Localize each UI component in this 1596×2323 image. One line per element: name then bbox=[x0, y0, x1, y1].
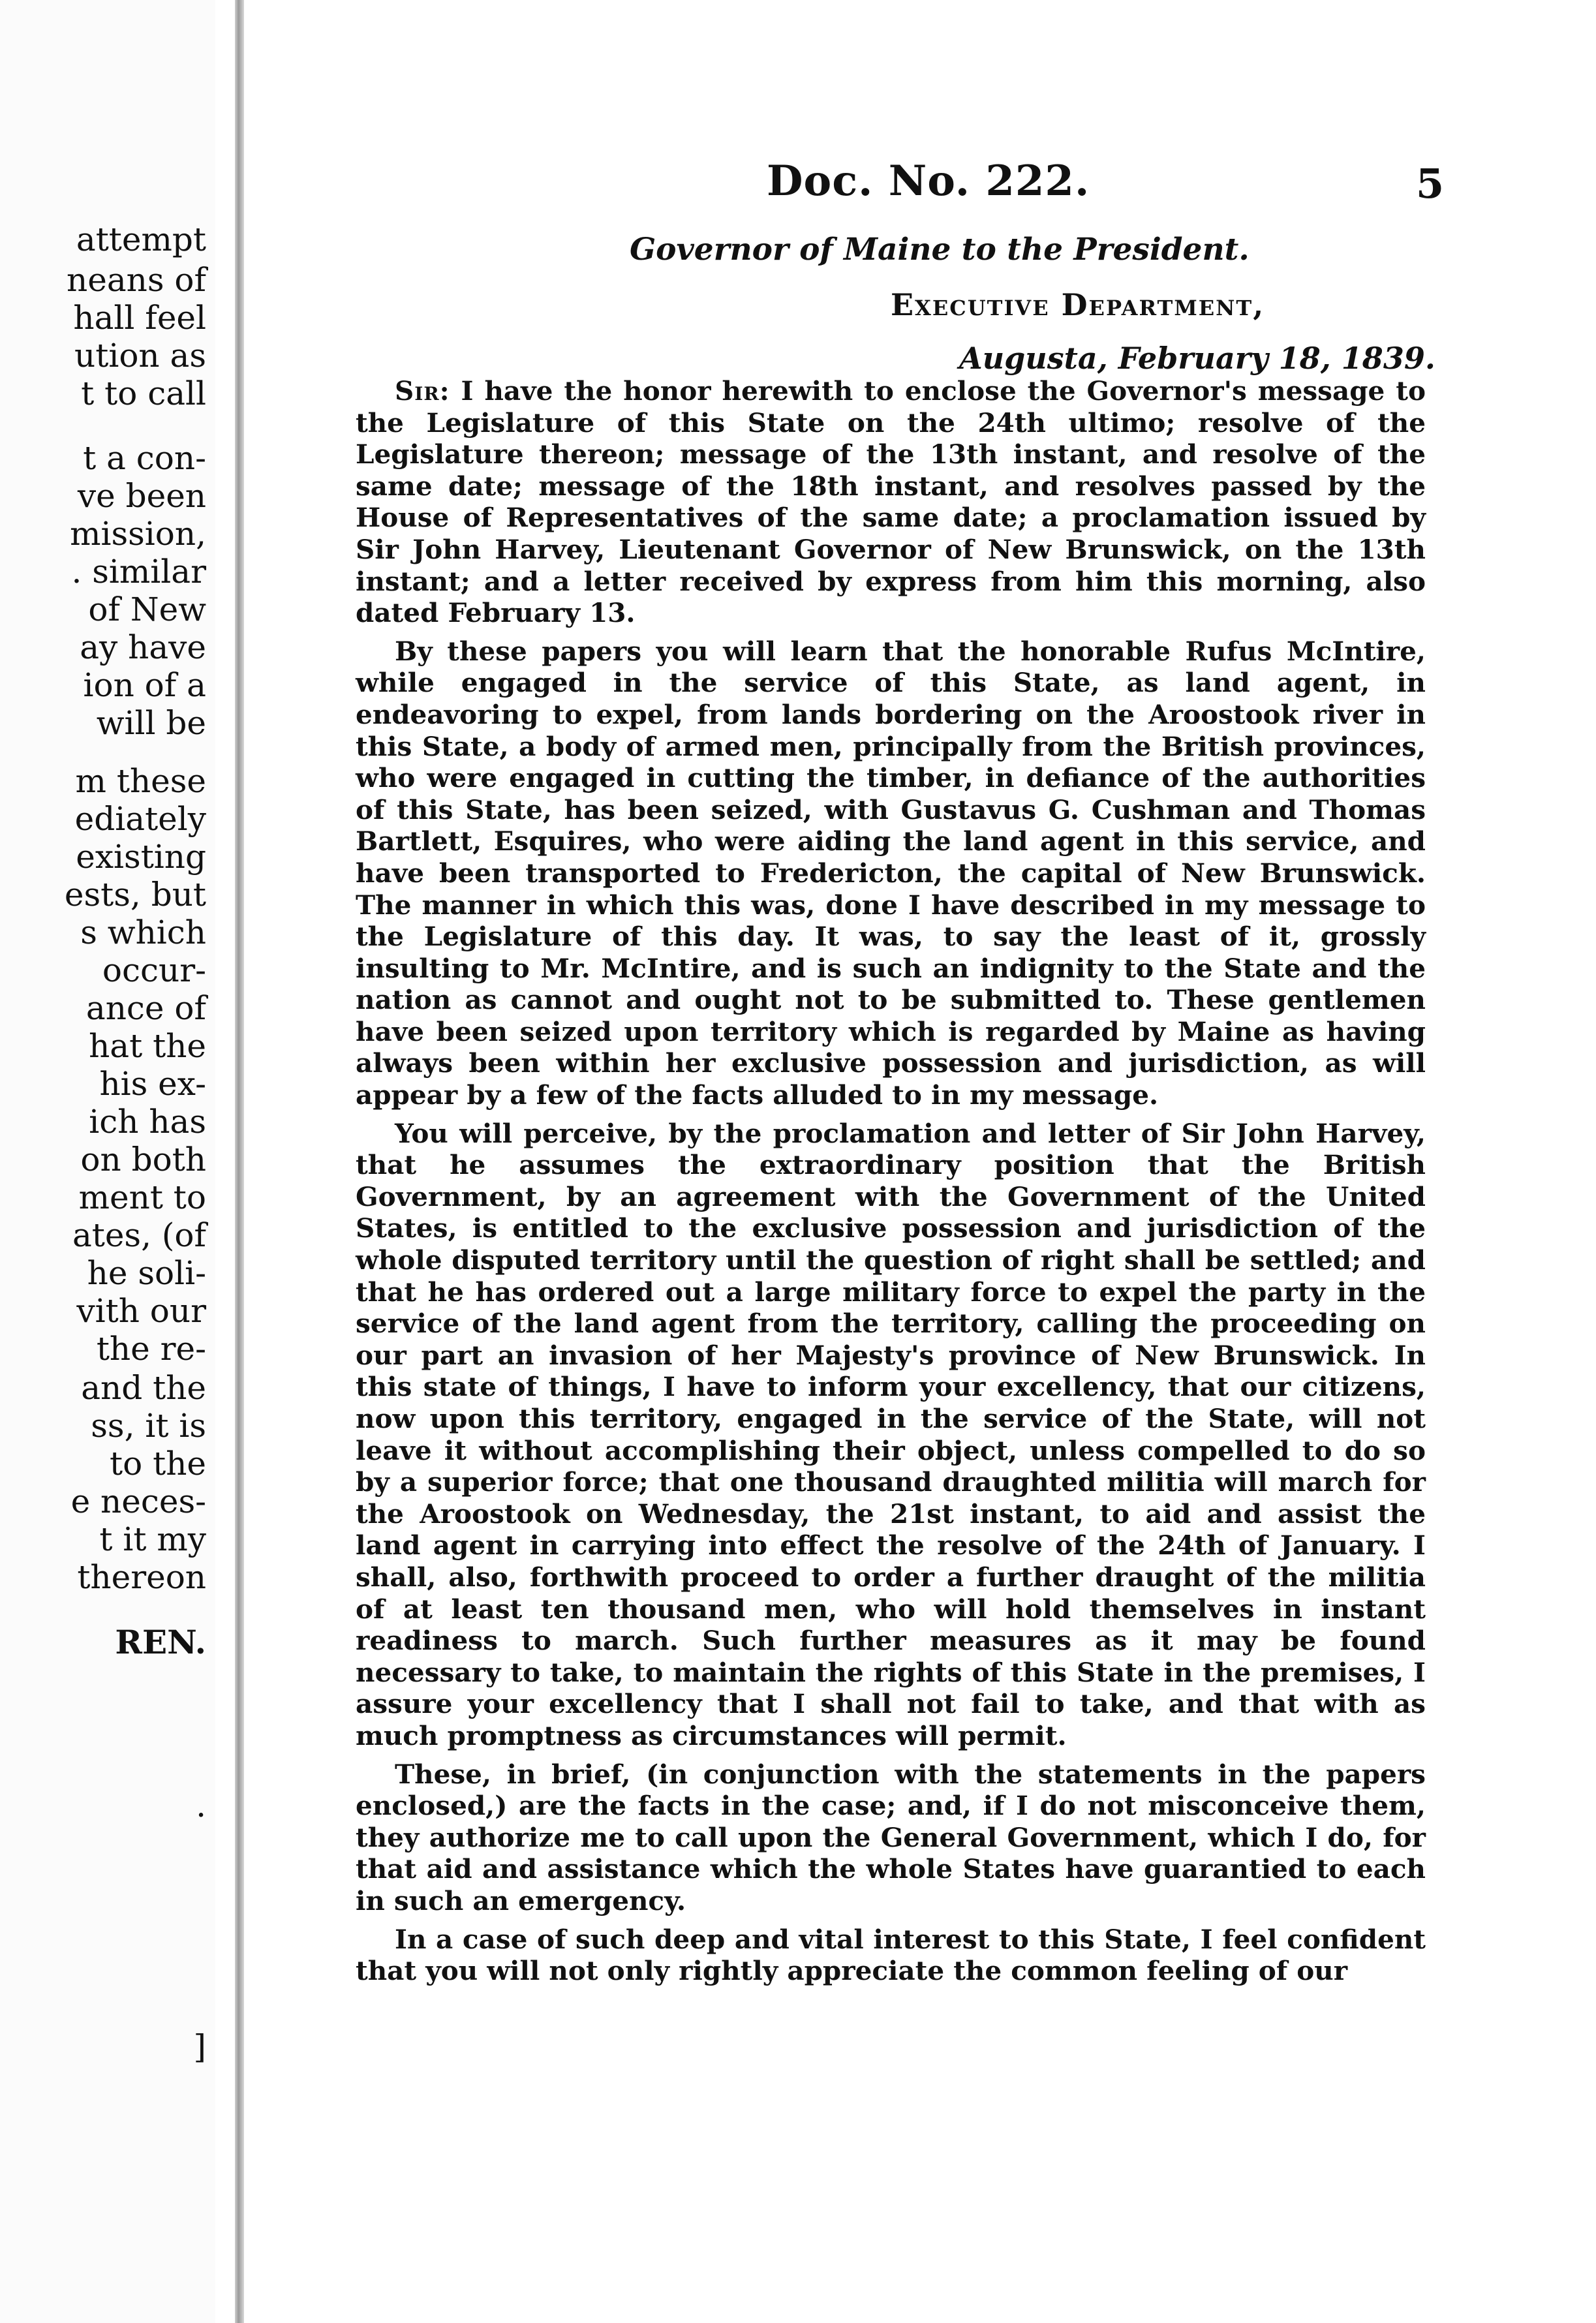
salutation: Sir: bbox=[395, 375, 450, 407]
facing-page-fragment: vith our bbox=[76, 1292, 206, 1330]
facing-page-fragment: existing bbox=[76, 838, 206, 876]
facing-page-fragment: m these bbox=[75, 762, 206, 800]
facing-page-fragment: hall feel bbox=[73, 299, 206, 337]
facing-page-fragment: ution as bbox=[74, 337, 206, 375]
paragraph: You will perceive, by the proclamation and letter of Sir John Harvey, that he assumes the extraordinary position that the British Government, by an agreement with the Government of the United States, is entitled to the exclusive possession and jurisdiction of the whole disputed territory until the question of right shall be settled; and that he has ordered out a large military force to expel the party in the service of the land agent from the territory, calling the proceeding on our part an invasion of her Majesty's province of New Brunswick. In this state of things, I have to inform your excellency, that our citizens, now upon this territory, engaged in the service of the State, will not leave it without accomplishing their object, unless compelled to do so by a superior force; that one thousand draughted militia will march for the Aroostook on Wednesday, the 21st instant, to aid and assist the land agent in carrying into effect the resolve of the 24th of January. I shall, also, forthwith proceed to order a further draught of the militia of at least ten thousand men, who will hold themselves in instant readiness to march. Such further measures as it may be found necessary to take, to maintain the rights of this State in the premises, I assure your excellency that I shall not fail to take, and that with as much promptness as circumstances will permit. bbox=[356, 1117, 1426, 1751]
facing-page-fragment: hat the bbox=[89, 1027, 206, 1065]
facing-page-fragment: ment to bbox=[78, 1178, 206, 1216]
facing-page-fragment: will be bbox=[96, 704, 206, 742]
paragraph: By these papers you will learn that the honorable Rufus McIntire, while engaged in the service of this State, as land agent, in endeavoring to expel, from lands bordering on the Aroostook river in this State, a body of armed men, principally from the British provinces, who were engaged in cutting the timber, in defiance of the authorities of this State, has been seized, with Gustavus G. Cushman and Thomas Bartlett, Esquires, who were aiding the land agent in this service, and have been transported to Fredericton, the capital of New Brunswick. The manner in which this was, done I have described in my message to the Legislature of this day. It was, to say the least of it, grossly insulting to Mr. McIntire, and is such an indignity to the State and the nation as cannot and ought not to be submitted to. These gentlemen have been seized upon territory which is regarded by Maine as having always been within her exclusive possession and jurisdiction, as will appear by a few of the facts alluded to in my message. bbox=[356, 635, 1426, 1111]
facing-page-fragment: . similar bbox=[71, 553, 206, 591]
facing-page-fragment: attempt bbox=[76, 221, 206, 258]
facing-page-fragment: . bbox=[196, 1787, 206, 1824]
facing-page-fragment: the re- bbox=[96, 1330, 206, 1368]
letter-title: Governor of Maine to the President. bbox=[630, 232, 1250, 268]
facing-page-fragment: occur- bbox=[102, 951, 206, 989]
book-gutter bbox=[235, 0, 244, 2323]
paragraph: In a case of such deep and vital interest to this State, I feel confident that you will not only rightly appreciate the common feeling of our bbox=[356, 1923, 1426, 1987]
facing-page-fragment: ss, it is bbox=[91, 1407, 206, 1445]
paragraph: These, in brief, (in conjunction with the statements in the papers enclosed,) are the facts in the case; and, if I do not misconceive them, they authorize me to call upon the General Government, which I do, for that aid and assistance which the whole States have guarantied to each in such an emergency. bbox=[356, 1758, 1426, 1916]
facing-page-fragment: to the bbox=[110, 1445, 206, 1483]
facing-page-fragment: he soli- bbox=[87, 1254, 206, 1292]
facing-page-fragment: s which bbox=[80, 914, 206, 951]
document-page bbox=[248, 0, 1596, 2323]
running-header bbox=[248, 157, 1596, 209]
facing-page-fragment: his ex- bbox=[99, 1065, 206, 1103]
facing-page-margin bbox=[0, 0, 215, 2323]
facing-page-fragment: thereon bbox=[77, 1558, 206, 1596]
dateline-place-date: Augusta, February 18, 1839. bbox=[959, 341, 1435, 376]
facing-page-fragment: t a con- bbox=[83, 439, 206, 477]
facing-page-fragment: ich has bbox=[89, 1103, 206, 1141]
facing-page-fragment: ediately bbox=[74, 800, 206, 838]
paragraph bbox=[356, 375, 1426, 629]
facing-page-fragment: ance of bbox=[85, 989, 206, 1027]
facing-page-fragment: ates, (of bbox=[72, 1216, 206, 1254]
letter-body bbox=[356, 375, 1426, 1993]
facing-page-signature: REN. bbox=[115, 1623, 206, 1661]
facing-page-fragment: ve been bbox=[77, 477, 206, 515]
page-number: 5 bbox=[1416, 160, 1445, 208]
facing-page-fragment: mission, bbox=[70, 515, 206, 553]
facing-page-fragment: neans of bbox=[67, 261, 206, 299]
facing-page-fragment: t to call bbox=[81, 375, 206, 412]
facing-page-fragment: on both bbox=[80, 1141, 206, 1178]
facing-page-fragment: t it my bbox=[99, 1520, 206, 1558]
facing-page-fragment: e neces- bbox=[70, 1483, 206, 1520]
facing-page-fragment: and the bbox=[81, 1369, 206, 1407]
dateline-department: Executive Department, bbox=[891, 287, 1265, 322]
doc-number: Doc. No. 222. bbox=[767, 157, 1090, 206]
facing-page-fragment: ests, but bbox=[64, 876, 206, 914]
paragraph-text: I have the honor herewith to enclose the Governor's message to the Legislature of this State on the 24th ultimo; resolve of the Legislature thereon; message of the 13th instant, and resolve of the same date; message of the 18th instant, and resolves passed by the House of Representatives of the same date; a proclamation issued by Sir John Harvey, Lieutenant Governor of New Brunswick, on the 13th instant; and a letter received by express from him this morning, also dated February 13. bbox=[356, 375, 1426, 629]
facing-page-fragment: ay have bbox=[80, 628, 206, 666]
facing-page-fragment: of New bbox=[88, 591, 206, 628]
facing-page-fragment: ion of a bbox=[83, 666, 206, 704]
facing-page-fragment: ] bbox=[193, 2028, 206, 2066]
